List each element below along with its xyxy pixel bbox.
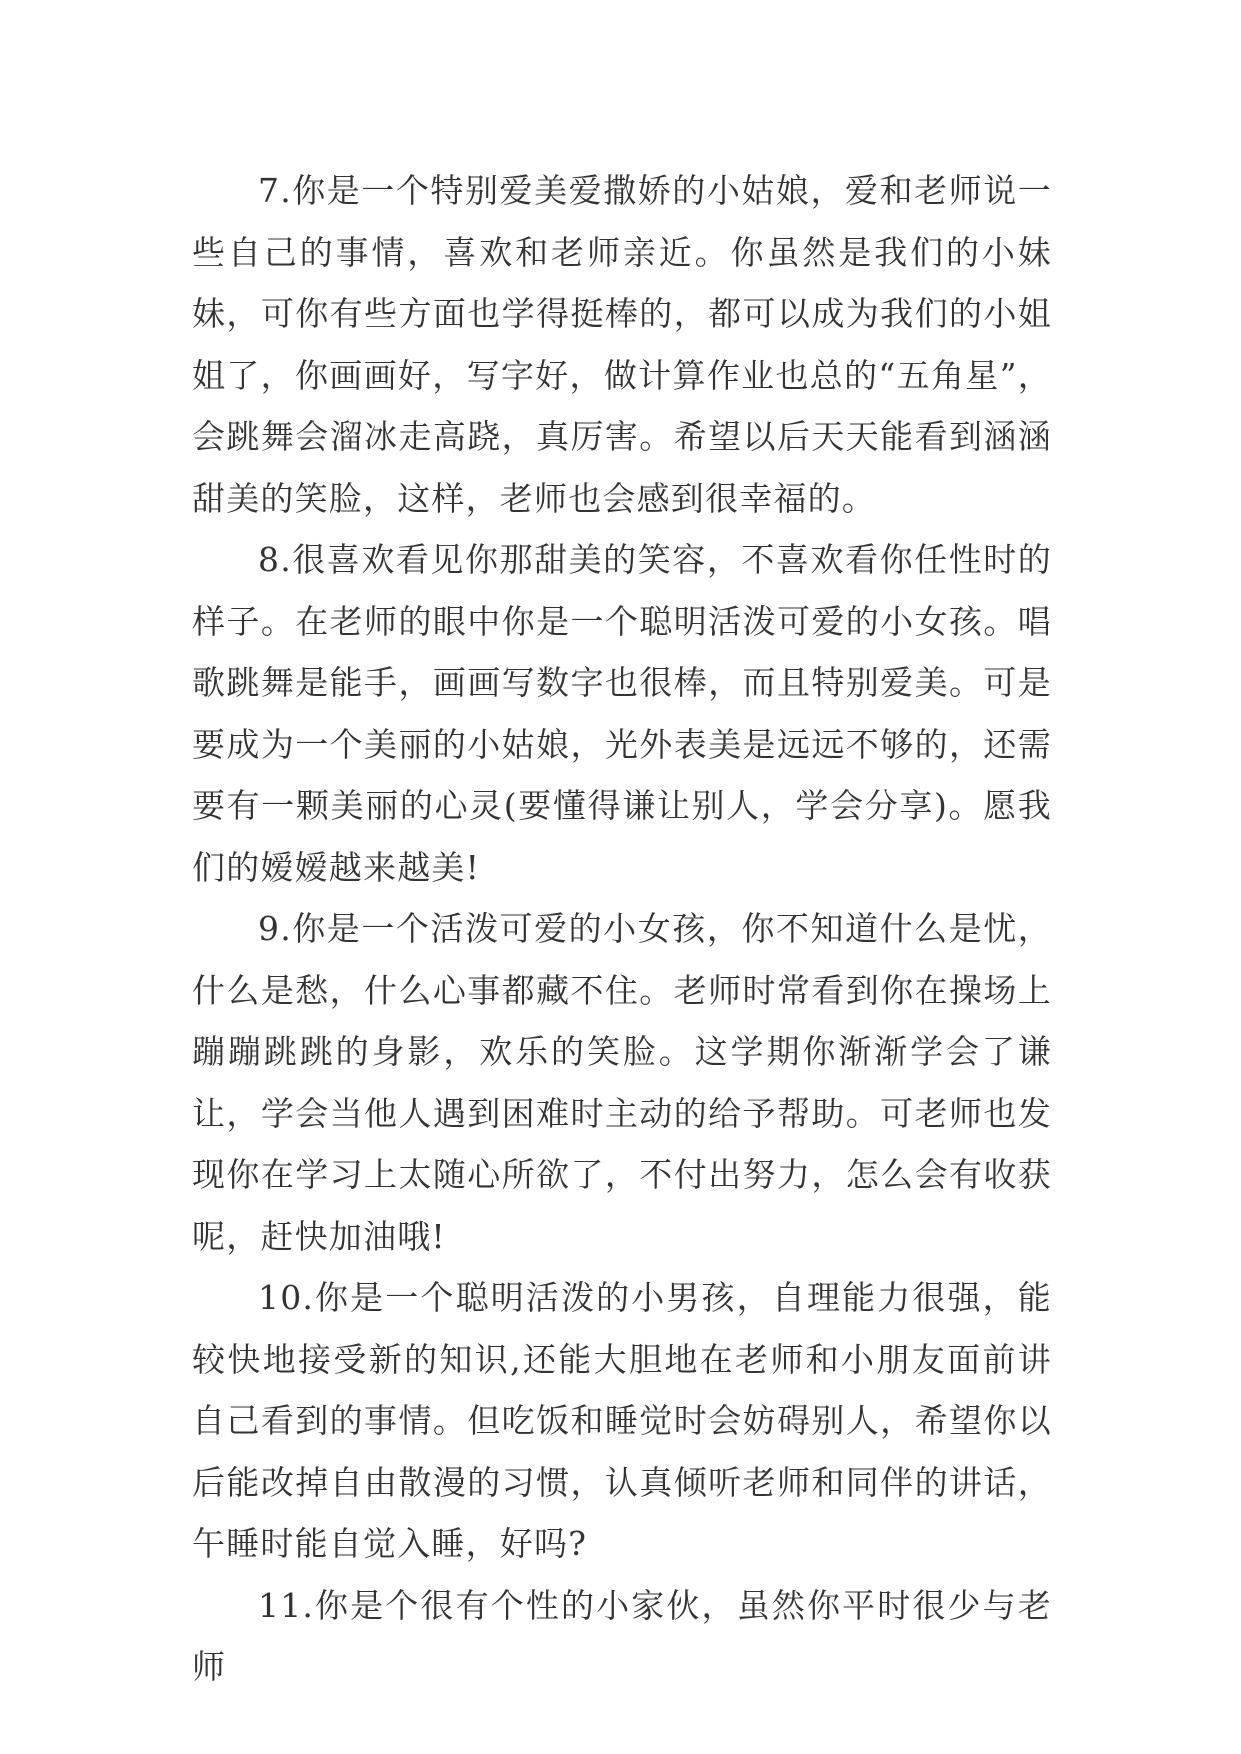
- paragraph-9: 9.你是一个活泼可爱的小女孩，你不知道什么是忧，什么是愁，什么心事都藏不住。老师时常看到你在操场上蹦蹦跳跳的身影，欢乐的笑脸。这学期你渐渐学会了谦让，学会当他人遇到困难时主动的给予帮助。可老师也发现你在学习上太随心所欲了，不付出努力，怎么会有收获呢，赶快加油哦!: [192, 909, 1052, 1256]
- paragraph-7: 7.你是一个特别爱美爱撒娇的小姑娘，爱和老师说一些自己的事情，喜欢和老师亲近。你虽然是我们的小妹妹，可你有些方面也学得挺棒的，都可以成为我们的小姐姐了，你画画好，写字好，做计算作业也总的“五角星”，会跳舞会溜冰走高跷，真厉害。希望以后天天能看到涵涵甜美的笑脸，这样，老师也会感到很幸福的。: [192, 171, 1052, 518]
- paragraph-11: 11.你是个很有个性的小家伙，虽然你平时很少与老师: [192, 1585, 1052, 1686]
- paragraph-10: 10.你是一个聪明活泼的小男孩，自理能力很强，能较快地接受新的知识,还能大胆地在老师和小朋友面前讲自己看到的事情。但吃饭和睡觉时会妨碍别人，希望你以后能改掉自由散漫的习惯，认真倾听老师和同伴的讲话，午睡时能自觉入睡，好吗?: [192, 1278, 1052, 1563]
- paragraph-8: 8.很喜欢看见你那甜美的笑容，不喜欢看你任性时的样子。在老师的眼中你是一个聪明活泼可爱的小女孩。唱歌跳舞是能手，画画写数字也很棒，而且特别爱美。可是要成为一个美丽的小姑娘，光外表美是远远不够的，还需要有一颗美丽的心灵(要懂得谦让别人，学会分享)。愿我们的嫒嫒越来越美!: [192, 540, 1052, 887]
- document-body: [192, 160, 1052, 1698]
